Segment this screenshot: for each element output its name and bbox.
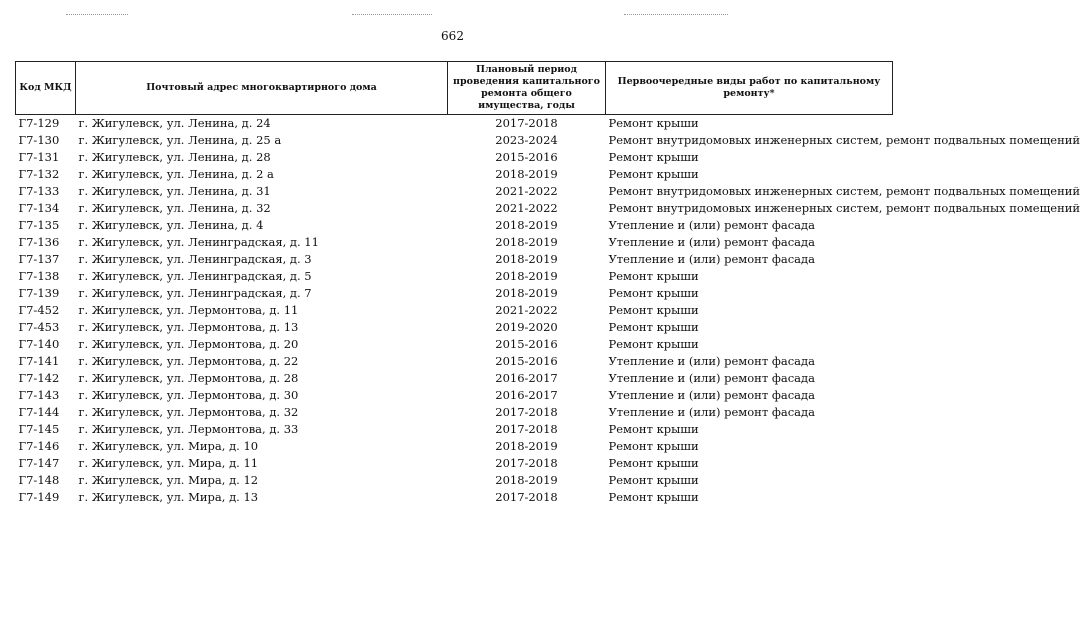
cell-works: Ремонт крыши	[608, 269, 699, 283]
cell-period: 2015-2016	[495, 337, 558, 351]
cell-works: Ремонт крыши	[608, 473, 699, 487]
cell-period: 2018-2019	[495, 473, 558, 487]
cell-works: Ремонт крыши	[608, 337, 699, 351]
table-row	[16, 200, 893, 217]
cell-period: 2023-2024	[495, 133, 558, 147]
cell-period: 2018-2019	[495, 252, 558, 266]
cell-code: Г7-136	[18, 235, 60, 249]
table-row	[16, 353, 893, 370]
cell-period: 2017-2018	[495, 456, 558, 470]
scan-mark	[66, 14, 128, 16]
cell-period: 2021-2022	[495, 184, 558, 198]
cell-code: Г7-133	[18, 184, 60, 198]
cell-address: г. Жигулевск, ул. Ленина, д. 2 а	[78, 167, 274, 181]
cell-works: Утепление и (или) ремонт фасада	[608, 218, 815, 232]
cell-works: Утепление и (или) ремонт фасада	[608, 235, 815, 249]
table-row	[16, 455, 893, 472]
cell-address: г. Жигулевск, ул. Ленина, д. 32	[78, 201, 271, 215]
capital-repair-table	[15, 61, 1080, 506]
cell-works: Ремонт крыши	[608, 439, 699, 453]
table-body	[16, 115, 1080, 507]
cell-works: Ремонт крыши	[608, 116, 699, 130]
cell-works: Ремонт крыши	[608, 456, 699, 470]
cell-address: г. Жигулевск, ул. Ленина, д. 25 а	[78, 133, 282, 147]
cell-works: Ремонт крыши	[608, 150, 699, 164]
cell-code: Г7-144	[18, 405, 60, 419]
table-row	[16, 234, 893, 251]
cell-period: 2018-2019	[495, 269, 558, 283]
cell-period: 2021-2022	[495, 303, 558, 317]
cell-code: Г7-147	[18, 456, 60, 470]
table-row	[16, 149, 893, 166]
cell-address: г. Жигулевск, ул. Ленинградская, д. 3	[78, 252, 312, 266]
cell-address: г. Жигулевск, ул. Ленина, д. 24	[78, 116, 271, 130]
cell-code: Г7-132	[18, 167, 60, 181]
cell-code: Г7-142	[18, 371, 60, 385]
cell-address: г. Жигулевск, ул. Ленина, д. 31	[78, 184, 271, 198]
cell-address: г. Жигулевск, ул. Лермонтова, д. 13	[78, 320, 299, 334]
table-row	[16, 166, 893, 183]
table-row	[16, 421, 893, 438]
table-row	[16, 132, 893, 149]
cell-works: Утепление и (или) ремонт фасада	[608, 388, 815, 402]
cell-address: г. Жигулевск, ул. Лермонтова, д. 22	[78, 354, 299, 368]
cell-address: г. Жигулевск, ул. Ленина, д. 4	[78, 218, 264, 232]
table-row	[16, 404, 893, 421]
cell-works: Утепление и (или) ремонт фасада	[608, 354, 815, 368]
cell-address: г. Жигулевск, ул. Лермонтова, д. 28	[78, 371, 299, 385]
scan-mark	[624, 14, 728, 16]
cell-works: Утепление и (или) ремонт фасада	[608, 252, 815, 266]
cell-code: Г7-452	[18, 303, 60, 317]
cell-code: Г7-149	[18, 490, 60, 504]
cell-period: 2016-2017	[495, 371, 558, 385]
cell-period: 2016-2017	[495, 388, 558, 402]
cell-period: 2018-2019	[495, 167, 558, 181]
table-row	[16, 302, 893, 319]
cell-address: г. Жигулевск, ул. Ленина, д. 28	[78, 150, 271, 164]
header-code: Код МКД	[16, 62, 76, 115]
table-header-row	[16, 62, 893, 115]
table-row	[16, 183, 893, 200]
cell-period: 2018-2019	[495, 235, 558, 249]
table-row	[16, 319, 893, 336]
scan-header-marks	[0, 14, 905, 18]
cell-period: 2017-2018	[495, 422, 558, 436]
table-row	[16, 217, 893, 234]
cell-period: 2019-2020	[495, 320, 558, 334]
header-works: Первоочередные виды работ по капитальному ремонту*	[606, 62, 893, 115]
cell-code: Г7-138	[18, 269, 60, 283]
cell-works: Ремонт крыши	[608, 422, 699, 436]
cell-code: Г7-131	[18, 150, 60, 164]
cell-works: Ремонт внутридомовых инженерных систем, ремонт подвальных помещений	[608, 201, 1080, 215]
table-row	[16, 438, 893, 455]
cell-works: Утепление и (или) ремонт фасада	[608, 371, 815, 385]
cell-address: г. Жигулевск, ул. Лермонтова, д. 32	[78, 405, 299, 419]
cell-code: Г7-135	[18, 218, 60, 232]
cell-period: 2018-2019	[495, 439, 558, 453]
cell-address: г. Жигулевск, ул. Ленинградская, д. 5	[78, 269, 312, 283]
cell-period: 2017-2018	[495, 490, 558, 504]
cell-address: г. Жигулевск, ул. Лермонтова, д. 33	[78, 422, 299, 436]
cell-code: Г7-137	[18, 252, 60, 266]
table-row	[16, 251, 893, 268]
table-row	[16, 115, 893, 133]
cell-address: г. Жигулевск, ул. Лермонтова, д. 30	[78, 388, 299, 402]
cell-address: г. Жигулевск, ул. Лермонтова, д. 20	[78, 337, 299, 351]
cell-period: 2015-2016	[495, 150, 558, 164]
table-row	[16, 387, 893, 404]
table-row	[16, 370, 893, 387]
cell-period: 2015-2016	[495, 354, 558, 368]
cell-period: 2018-2019	[495, 286, 558, 300]
cell-period: 2017-2018	[495, 405, 558, 419]
table-row	[16, 472, 893, 489]
cell-code: Г7-143	[18, 388, 60, 402]
cell-period: 2018-2019	[495, 218, 558, 232]
cell-works: Ремонт внутридомовых инженерных систем, ремонт подвальных помещений	[608, 184, 1080, 198]
cell-period: 2021-2022	[495, 201, 558, 215]
table-row	[16, 336, 893, 353]
header-period: Плановый период проведения капитального ремонта общего имущества, годы	[448, 62, 606, 115]
cell-address: г. Жигулевск, ул. Ленинградская, д. 7	[78, 286, 312, 300]
table-row	[16, 268, 893, 285]
cell-code: Г7-134	[18, 201, 60, 215]
page-number: 662	[441, 29, 464, 43]
scan-mark	[352, 14, 432, 16]
cell-code: Г7-148	[18, 473, 60, 487]
cell-address: г. Жигулевск, ул. Лермонтова, д. 11	[78, 303, 299, 317]
cell-address: г. Жигулевск, ул. Мира, д. 10	[78, 439, 259, 453]
cell-address: г. Жигулевск, ул. Мира, д. 13	[78, 490, 259, 504]
cell-works: Ремонт крыши	[608, 303, 699, 317]
cell-code: Г7-129	[18, 116, 60, 130]
cell-works: Ремонт крыши	[608, 167, 699, 181]
cell-period: 2017-2018	[495, 116, 558, 130]
cell-works: Ремонт крыши	[608, 490, 699, 504]
table-row	[16, 489, 893, 506]
cell-code: Г7-141	[18, 354, 60, 368]
cell-code: Г7-453	[18, 320, 60, 334]
cell-code: Г7-140	[18, 337, 60, 351]
cell-code: Г7-130	[18, 133, 60, 147]
cell-address: г. Жигулевск, ул. Мира, д. 12	[78, 473, 259, 487]
cell-works: Утепление и (или) ремонт фасада	[608, 405, 815, 419]
cell-address: г. Жигулевск, ул. Мира, д. 11	[78, 456, 259, 470]
cell-code: Г7-146	[18, 439, 60, 453]
cell-works: Ремонт крыши	[608, 320, 699, 334]
cell-address: г. Жигулевск, ул. Ленинградская, д. 11	[78, 235, 319, 249]
header-address: Почтовый адрес многоквартирного дома	[76, 62, 448, 115]
cell-code: Г7-139	[18, 286, 60, 300]
cell-works: Ремонт крыши	[608, 286, 699, 300]
table-row	[16, 285, 893, 302]
cell-code: Г7-145	[18, 422, 60, 436]
cell-works: Ремонт внутридомовых инженерных систем, ремонт подвальных помещений	[608, 133, 1080, 147]
